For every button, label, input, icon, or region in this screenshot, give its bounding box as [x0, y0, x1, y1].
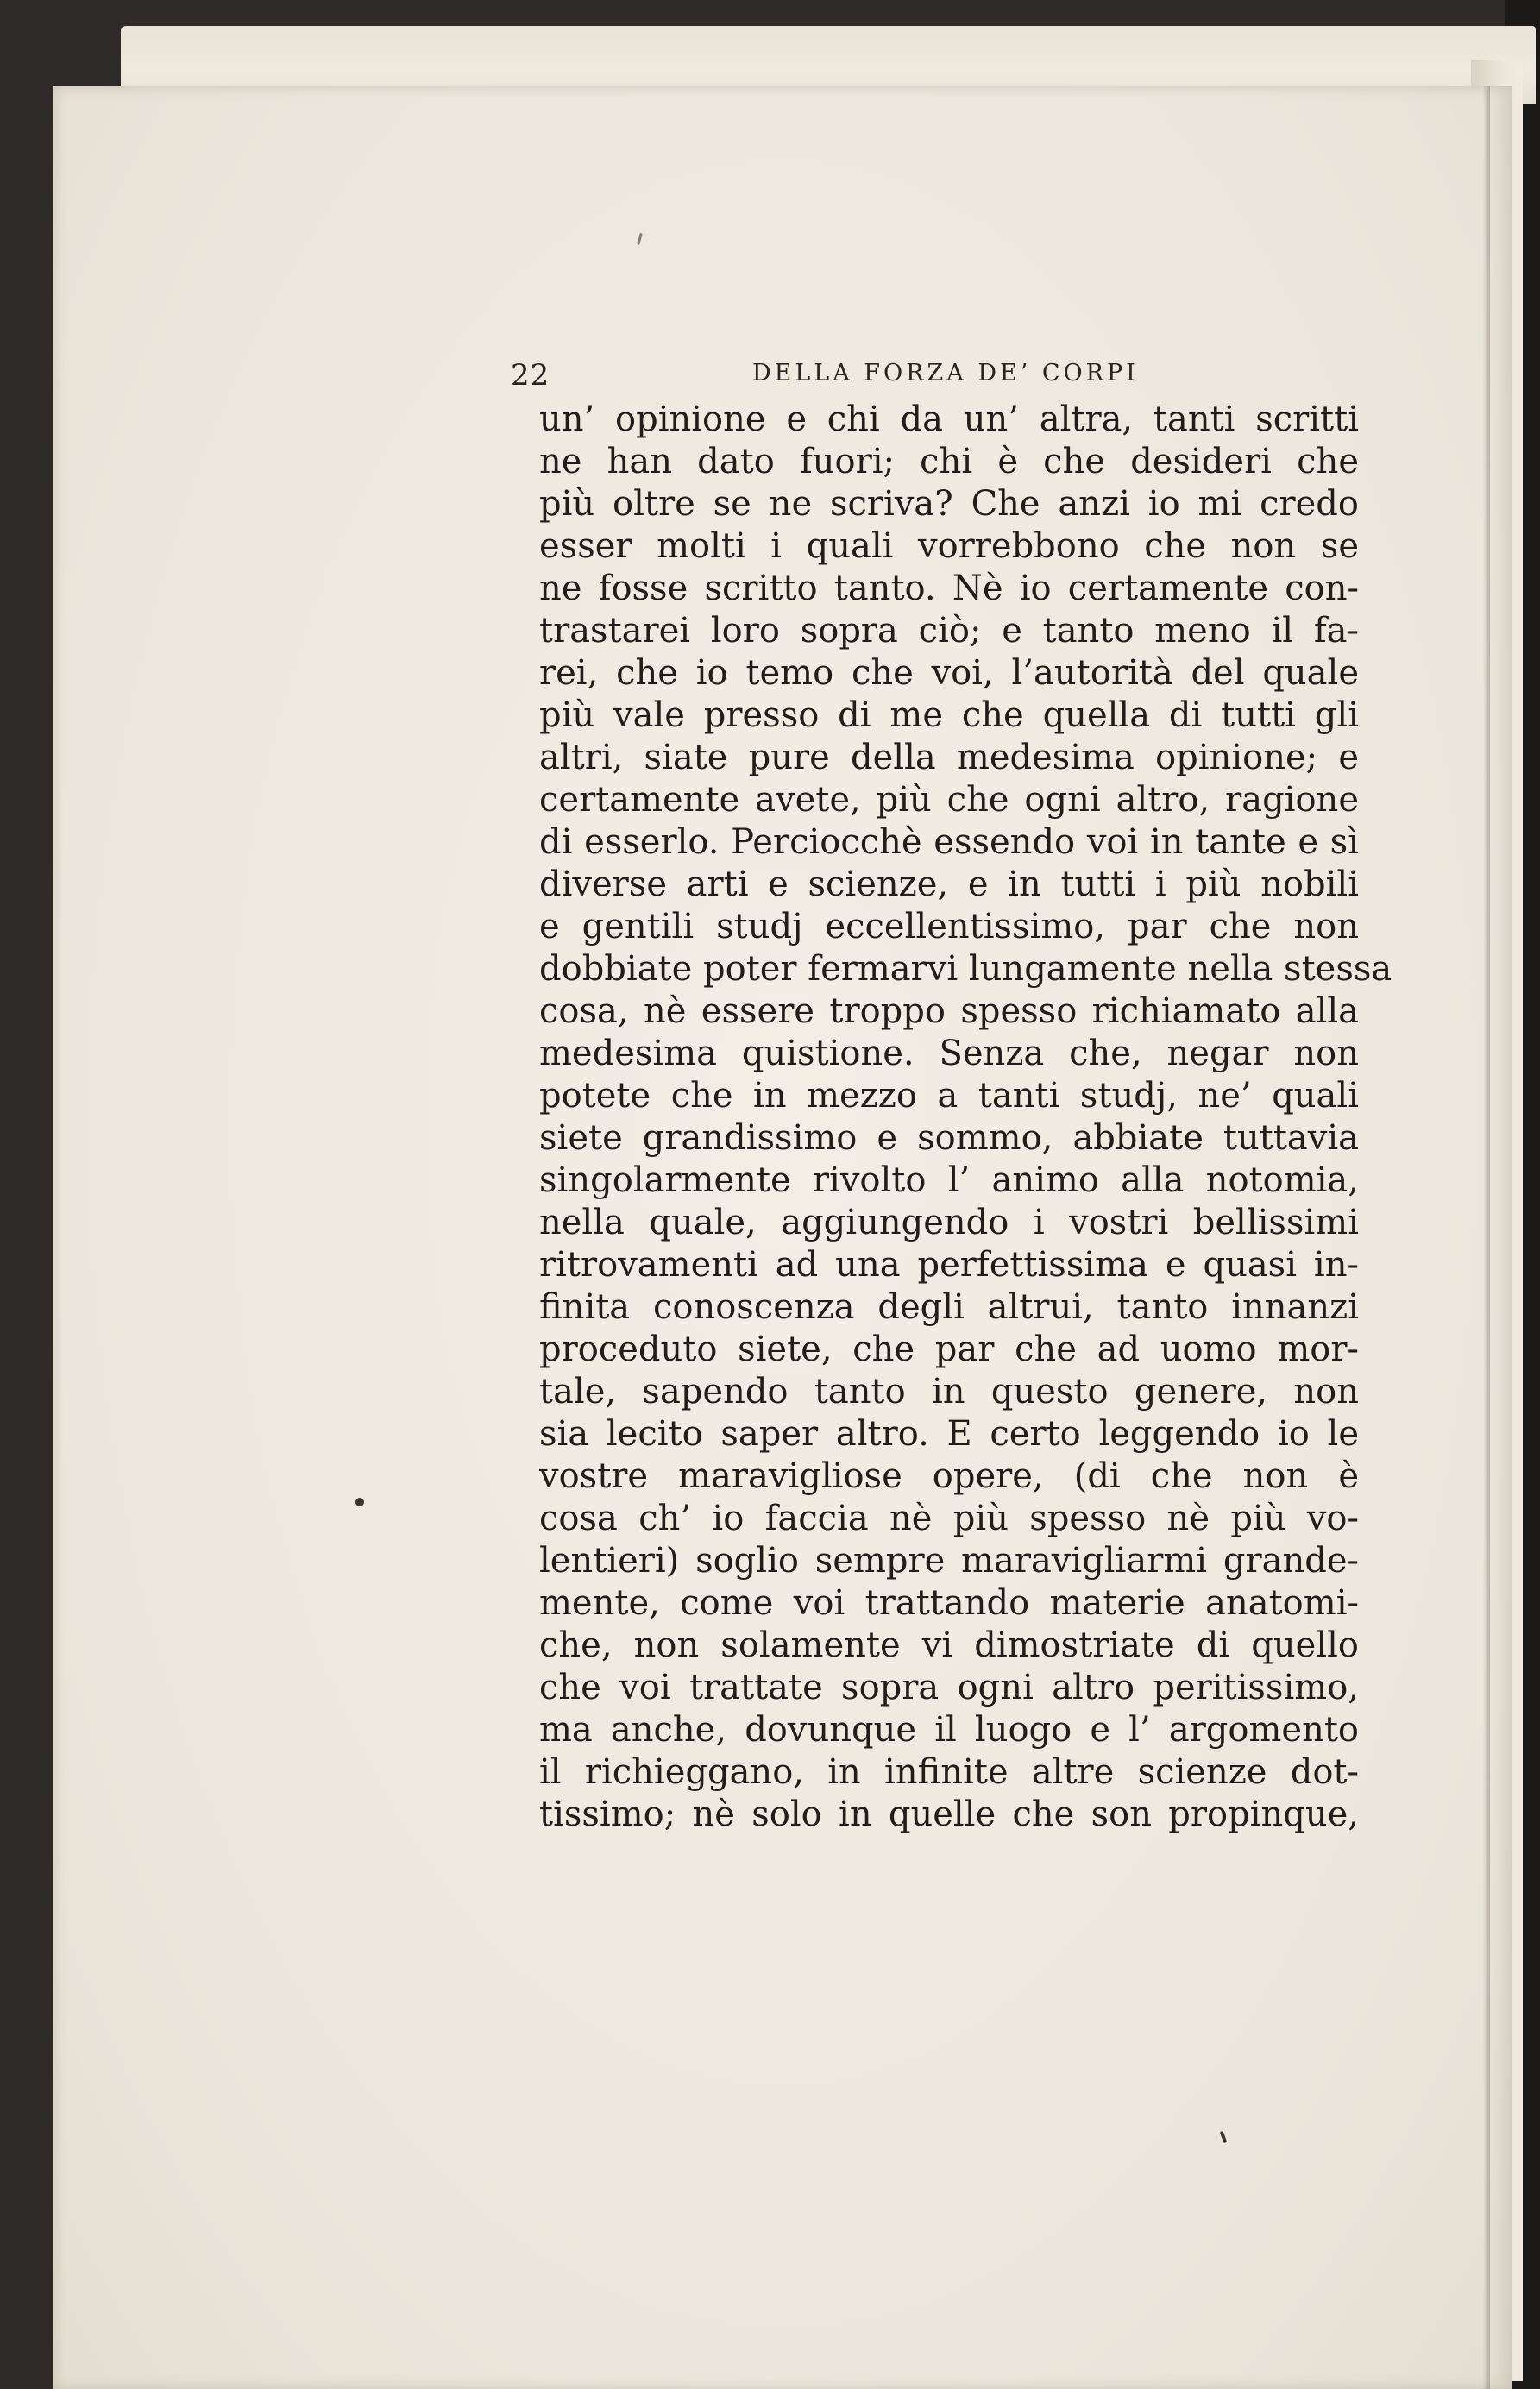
- text-line: altri, siate pure della medesima opinione; e: [539, 738, 1359, 777]
- text-line: esser molti i quali vorrebbono che non se: [539, 526, 1359, 566]
- text-line: cosa ch’ io faccia nè più spesso nè più vo-: [539, 1499, 1359, 1538]
- text-line: finita conoscenza degli altrui, tanto innanzi: [539, 1287, 1359, 1327]
- text-line: ritrovamenti ad una perfettissima e quasi in-: [539, 1245, 1359, 1285]
- text-line: tale, sapendo tanto in questo genere, non: [539, 1372, 1359, 1411]
- text-line: più vale presso di me che quella di tutti gli: [539, 695, 1359, 735]
- running-head-title: DELLA FORZA DE’ CORPI: [752, 360, 1139, 387]
- text-line: il richieggano, in infinite altre scienze dot-: [539, 1752, 1359, 1792]
- text-line: dobbiate poter fermarvi lungamente nella stessa: [539, 949, 1392, 989]
- text-line: rei, che io temo che voi, l’autorità del quale: [539, 653, 1359, 693]
- page-number: 22: [511, 358, 550, 393]
- text-line: ne fosse scritto tanto. Nè io certamente con-: [539, 569, 1359, 608]
- text-line: ma anche, dovunque il luogo e l’ argomento: [539, 1710, 1359, 1750]
- text-line: tissimo; nè solo in quelle che son propinque,: [539, 1795, 1359, 1834]
- text-line: ne han dato fuori; chi è che desideri che: [539, 442, 1359, 481]
- running-head: [511, 358, 1158, 393]
- text-line: proceduto siete, che par che ad uomo mor-: [539, 1330, 1359, 1369]
- text-line: sia lecito saper altro. E certo leggendo io le: [539, 1414, 1359, 1454]
- text-line: un’ opinione e chi da un’ altra, tanti scritti: [539, 399, 1359, 439]
- text-line: lentieri) soglio sempre maravigliarmi grande-: [539, 1541, 1359, 1581]
- text-line: che, non solamente vi dimostriate di quello: [539, 1625, 1359, 1665]
- text-line: nella quale, aggiungendo i vostri bellissimi: [539, 1203, 1359, 1242]
- text-line: più oltre se ne scriva? Che anzi io mi credo: [539, 484, 1359, 524]
- text-line: cosa, nè essere troppo spesso richiamato alla: [539, 991, 1359, 1031]
- text-line: medesima quistione. Senza che, negar non: [539, 1034, 1359, 1073]
- page-edge-shadow: [1483, 86, 1490, 2389]
- text-line: trastarei loro sopra ciò; e tanto meno il fa-: [539, 611, 1359, 651]
- text-line: potete che in mezzo a tanti studj, ne’ quali: [539, 1076, 1359, 1116]
- ink-speck: [355, 1498, 364, 1506]
- text-line: vostre maravigliose opere, (di che non è: [539, 1456, 1359, 1496]
- body-text: [539, 399, 1392, 1836]
- text-line: e gentili studj eccellentissimo, par che non: [539, 907, 1359, 946]
- text-line: siete grandissimo e sommo, abbiate tuttavia: [539, 1118, 1359, 1158]
- text-line: che voi trattate sopra ogni altro peritissimo,: [539, 1668, 1359, 1707]
- text-line: certamente avete, più che ogni altro, ragione: [539, 780, 1359, 820]
- text-line: diverse arti e scienze, e in tutti i più nobili: [539, 864, 1359, 904]
- text-line: mente, come voi trattando materie anatomi-: [539, 1583, 1359, 1623]
- text-line: singolarmente rivolto l’ animo alla notomia,: [539, 1160, 1359, 1200]
- text-line: di esserlo. Perciocchè essendo voi in tante e sì: [539, 822, 1359, 862]
